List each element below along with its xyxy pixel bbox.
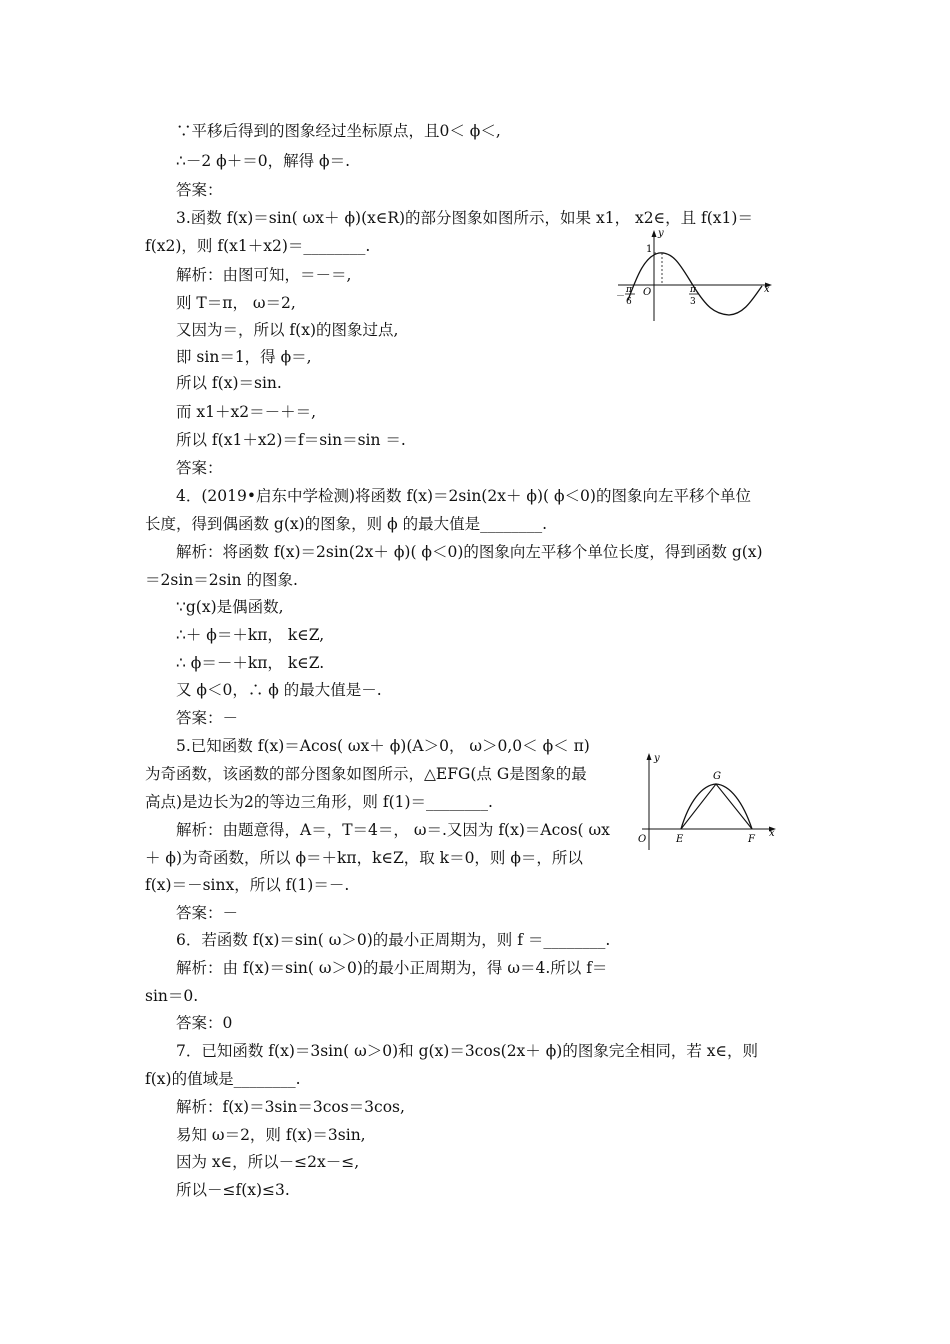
problem-5-stem: 5.已知函数 f(x)＝Acos( ωx＋ ϕ)(A＞0， ω＞0,0＜ ϕ＜ π) [176,737,590,755]
text-line: 答案：0 [176,1014,233,1032]
triangle-graph-figure [632,748,782,854]
text-line: 则 T＝π， ω＝2, [176,294,296,312]
problem-3-stem: 3.函数 f(x)＝sin( ωx＋ ϕ)(x∈R)的部分图象如图所示，如果 x1， x2∈，且 f(x1)＝ [176,209,753,227]
y-axis-arrow [647,753,652,760]
y-axis-label: y [658,228,664,239]
text-line: 所以－≤f(x)≤3. [176,1181,290,1199]
problem-7-stem: 7．已知函数 f(x)＝3sin( ω＞0)和 g(x)＝3cos(2x＋ ϕ)的图象完全相同，若 x∈，则 [176,1042,758,1060]
text-line: ∵平移后得到的图象经过坐标原点，且0＜ ϕ＜, [176,122,501,140]
text-line: 因为 x∈，所以－≤2x－≤, [176,1153,360,1171]
origin-label: O [638,834,647,845]
text-line: 长度，得到偶函数 g(x)的图象，则 ϕ 的最大值是________. [145,515,548,533]
text-line: 即 sin＝1，得 ϕ＝, [176,348,312,366]
text-line: sin＝0. [145,987,199,1005]
y-axis-label: y [654,753,660,764]
text-line: ∵g(x)是偶函数, [176,598,284,616]
text-line: 所以 f(x1＋x2)＝f＝sin＝sin ＝. [176,431,406,449]
problem-4-stem: 4．(2019•启东中学检测)将函数 f(x)＝2sin(2x＋ ϕ)( ϕ＜0)的图象向左平移个单位 [176,487,751,505]
text-line: 所以 f(x)＝sin. [176,374,282,392]
text-line: 而 x1＋x2＝－＋＝, [176,403,317,421]
point-e-label: E [676,834,684,845]
tick-neg-six: 6 [626,297,632,307]
text-line: 答案： [176,459,223,477]
text-line: 解析：由题意得，A＝，T＝4＝， ω＝.又因为 f(x)＝Acos( ωx [176,821,610,839]
text-line: 为奇函数，该函数的部分图象如图所示，△EFG(点 G是图象的最 [145,765,587,783]
text-line: ＝2sin＝2sin 的图象. [145,571,298,589]
origin-label: O [643,287,652,298]
text-line: 解析：由 f(x)＝sin( ω＞0)的最小正周期为，得 ω＝4.所以 f＝ [176,959,608,977]
y-axis-arrow [652,230,657,237]
text-line: 解析：f(x)＝3sin＝3cos＝3cos, [176,1098,405,1116]
text-line: 答案： [176,181,223,199]
x-axis-label: x [769,828,775,839]
x-axis-label: x [764,284,770,295]
tick-neg-pi: π [626,285,632,295]
text-line: ∴－2 ϕ＋＝0，解得 ϕ＝. [176,152,350,170]
text-line: 又因为＝，所以 f(x)的图象过点, [176,321,399,339]
text-line: f(x)的值域是________. [145,1070,301,1088]
text-line: 解析：将函数 f(x)＝2sin(2x＋ ϕ)( ϕ＜0)的图象向左平移个单位长度，得到函数 g(x) [176,543,763,561]
tick-pi: π [690,285,696,295]
problem-6-stem: 6．若函数 f(x)＝sin( ω＞0)的最小正周期为，则 f ＝________. [176,931,611,949]
text-line: 答案：－ [176,709,239,727]
text-line: 解析：由图可知，＝－＝, [176,266,352,284]
text-line: f(x2)，则 f(x1＋x2)＝________. [145,237,371,255]
point-g-label: G [713,771,721,782]
triangle-efg [681,784,752,829]
text-line: ∴ ϕ＝－＋kπ， k∈Z. [176,654,325,672]
sine-graph-figure [612,225,782,325]
text-line: 又 ϕ＜0，∴ ϕ 的最大值是－. [176,681,382,699]
text-line: ＋ ϕ)为奇函数，所以 ϕ＝＋kπ，k∈Z，取 k＝0，则 ϕ＝，所以 [145,849,583,867]
tick-label-one: 1 [646,244,653,255]
text-line: 高点)是边长为2的等边三角形，则 f(1)＝________. [145,793,493,811]
text-line: f(x)＝－sinx，所以 f(1)＝－. [145,876,350,894]
point-f-label: F [748,834,755,845]
tick-neg-sign: － [616,292,626,302]
cosine-arch [681,784,752,829]
text-line: ∴＋ ϕ＝＋kπ， k∈Z, [176,626,325,644]
text-line: 易知 ω＝2，则 f(x)＝3sin, [176,1126,366,1144]
tick-three: 3 [690,297,696,307]
text-line: 答案：－ [176,904,239,922]
